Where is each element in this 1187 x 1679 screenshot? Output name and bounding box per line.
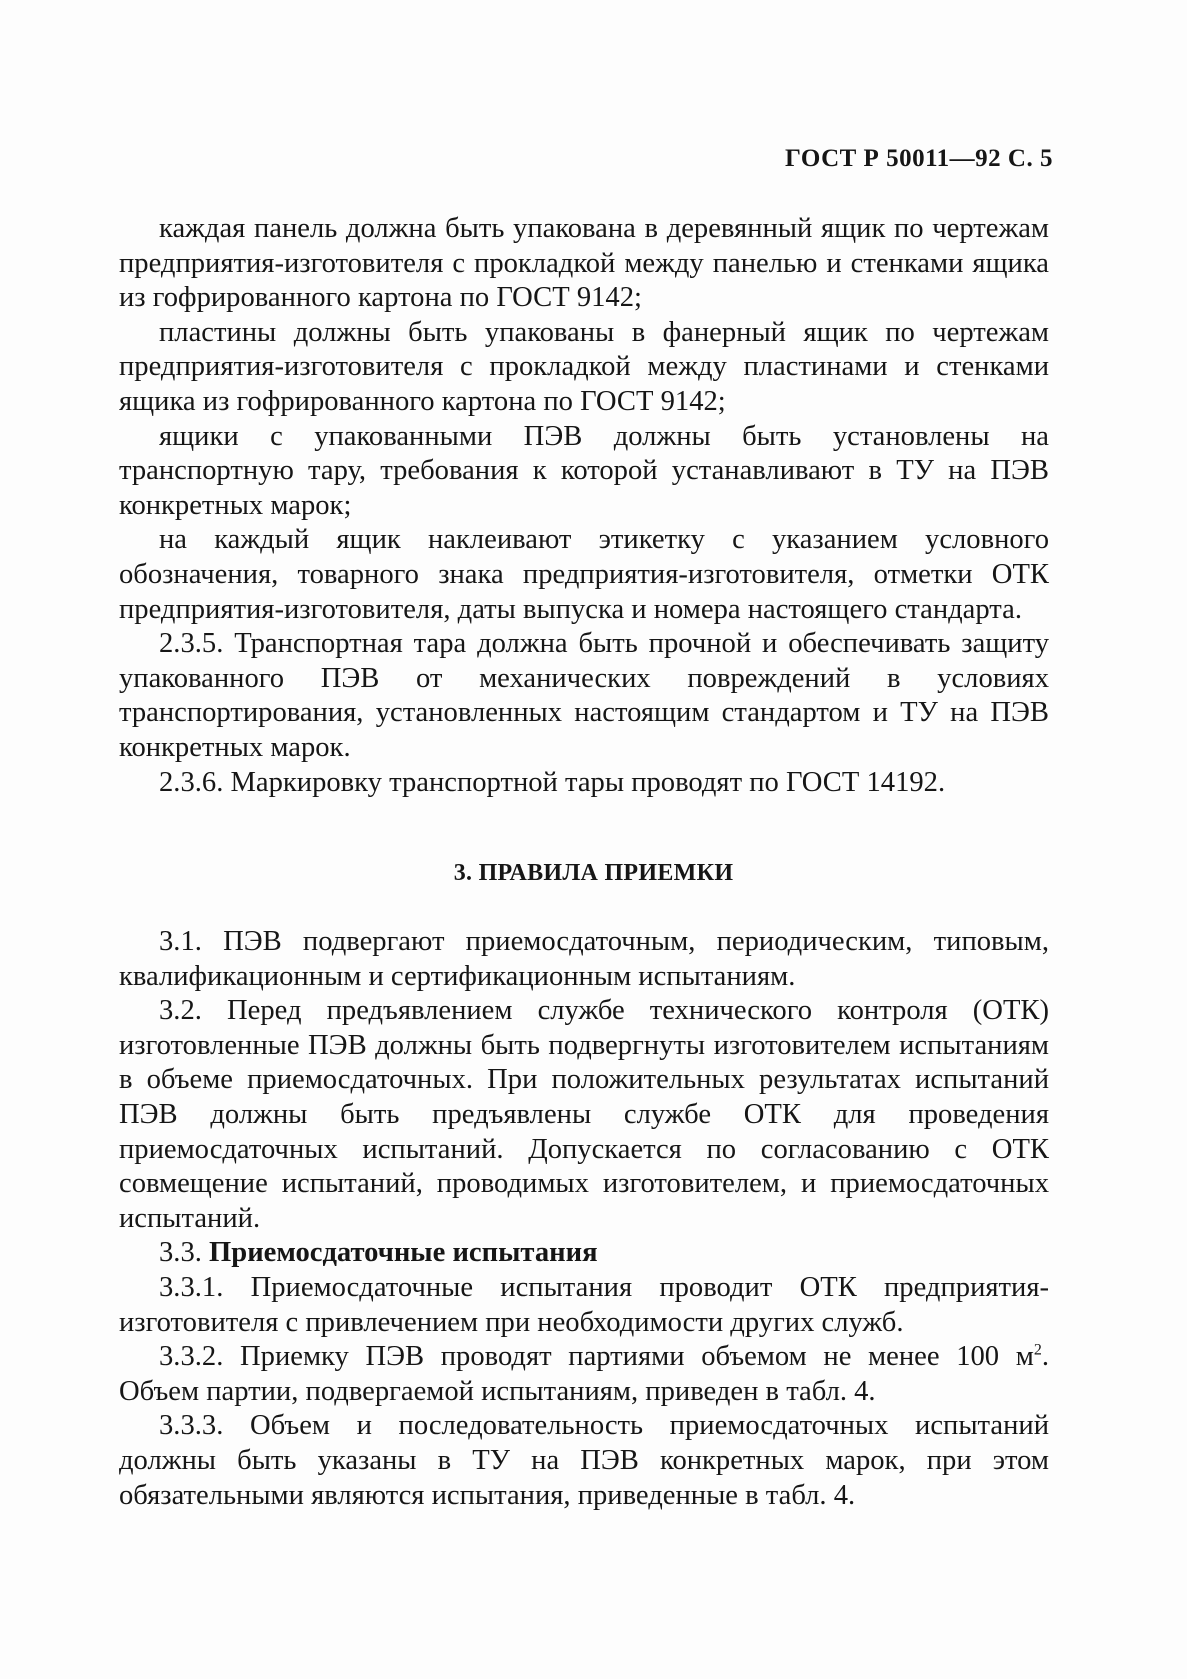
paragraph-boxes-transport: ящики с упакованными ПЭВ должны быть установлены на транспортную тару, требования к которой устанавливают в ТУ на ПЭВ конкретных марок; (119, 420, 1049, 521)
paragraph-2-3-5: 2.3.5. Транспортная тара должна быть прочной и обеспечивать защиту упакованного ПЭВ от механических повреждений в условиях транспортирования, установленных настоящим стандартом и ТУ на ПЭВ конкретных марок. (119, 628, 1049, 763)
paragraph-plates-packing: пластины должны быть упакованы в фанерный ящик по чертежам предприятия-изготовителя с прокладкой между пластинами и стенками ящика из гофрированного картона по ГОСТ 9142; (119, 316, 1049, 417)
paragraph-label: на каждый ящик наклеивают этикетку с указанием условного обозначения, товарного знака предприятия-изготовителя, отметки ОТК предприятия-изготовителя, даты выпуска и номера настоящего стандарта. (119, 524, 1049, 625)
paragraph-3-3-title: Приемосдаточные испытания (209, 1237, 598, 1269)
packaging-continuation (119, 212, 1049, 800)
paragraph-3-3-2-text: 3.3.2. Приемку ПЭВ проводят партиями объемом не менее 100 м (159, 1341, 1034, 1373)
paragraph-3-3-3: 3.3.3. Объем и последовательность приемосдаточных испытаний должны быть указаны в ТУ на ПЭВ конкретных марок, при этом обязательными являются испытания, приведенные в табл. 4. (119, 1410, 1049, 1511)
paragraph-3-1: 3.1. ПЭВ подвергают приемосдаточным, периодическим, типовым, квалификационным и сертификационным испытаниям. (119, 926, 1049, 992)
superscript-2: 2 (1033, 1341, 1042, 1359)
paragraph-3-2: 3.2. Перед предъявлением службе технического контроля (ОТК) изготовленные ПЭВ должны быть подвергнуты изготовителем испытаниям в объеме приемосдаточных. При положительных результатах испытаний ПЭВ должны быть предъявлены службе ОТК для проведения приемосдаточных испытаний. Допускается по согласованию с ОТК совмещение испытаний, проводимых изготовителем, и приемосдаточных испытаний. (119, 995, 1049, 1234)
paragraph-3-3-2 (119, 1340, 1049, 1409)
paragraph-3-3-number: 3.3. (159, 1237, 202, 1269)
paragraph-3-3 (119, 1236, 1049, 1271)
paragraph-panel-packing: каждая панель должна быть упакована в деревянный ящик по чертежам предприятия-изготовителя с прокладкой между панелью и стенками ящика из гофрированного картона по ГОСТ 9142; (119, 213, 1049, 314)
page-header: ГОСТ Р 50011—92 С. 5 (785, 145, 1053, 172)
paragraph-3-3-1: 3.3.1. Приемосдаточные испытания проводит ОТК предприятия-изготовителя с привлечением при необходимости других служб. (119, 1271, 1049, 1338)
paragraph-2-3-6: 2.3.6. Маркировку транспортной тары проводят по ГОСТ 14192. (159, 766, 946, 798)
acceptance-rules (119, 925, 1049, 1513)
paragraph-3-3-2-text-end: . Объем партии, подвергаемой испытаниям, приведен в табл. 4. (119, 1341, 1049, 1407)
section-title: 3. ПРАВИЛА ПРИЕМКИ (453, 860, 734, 886)
